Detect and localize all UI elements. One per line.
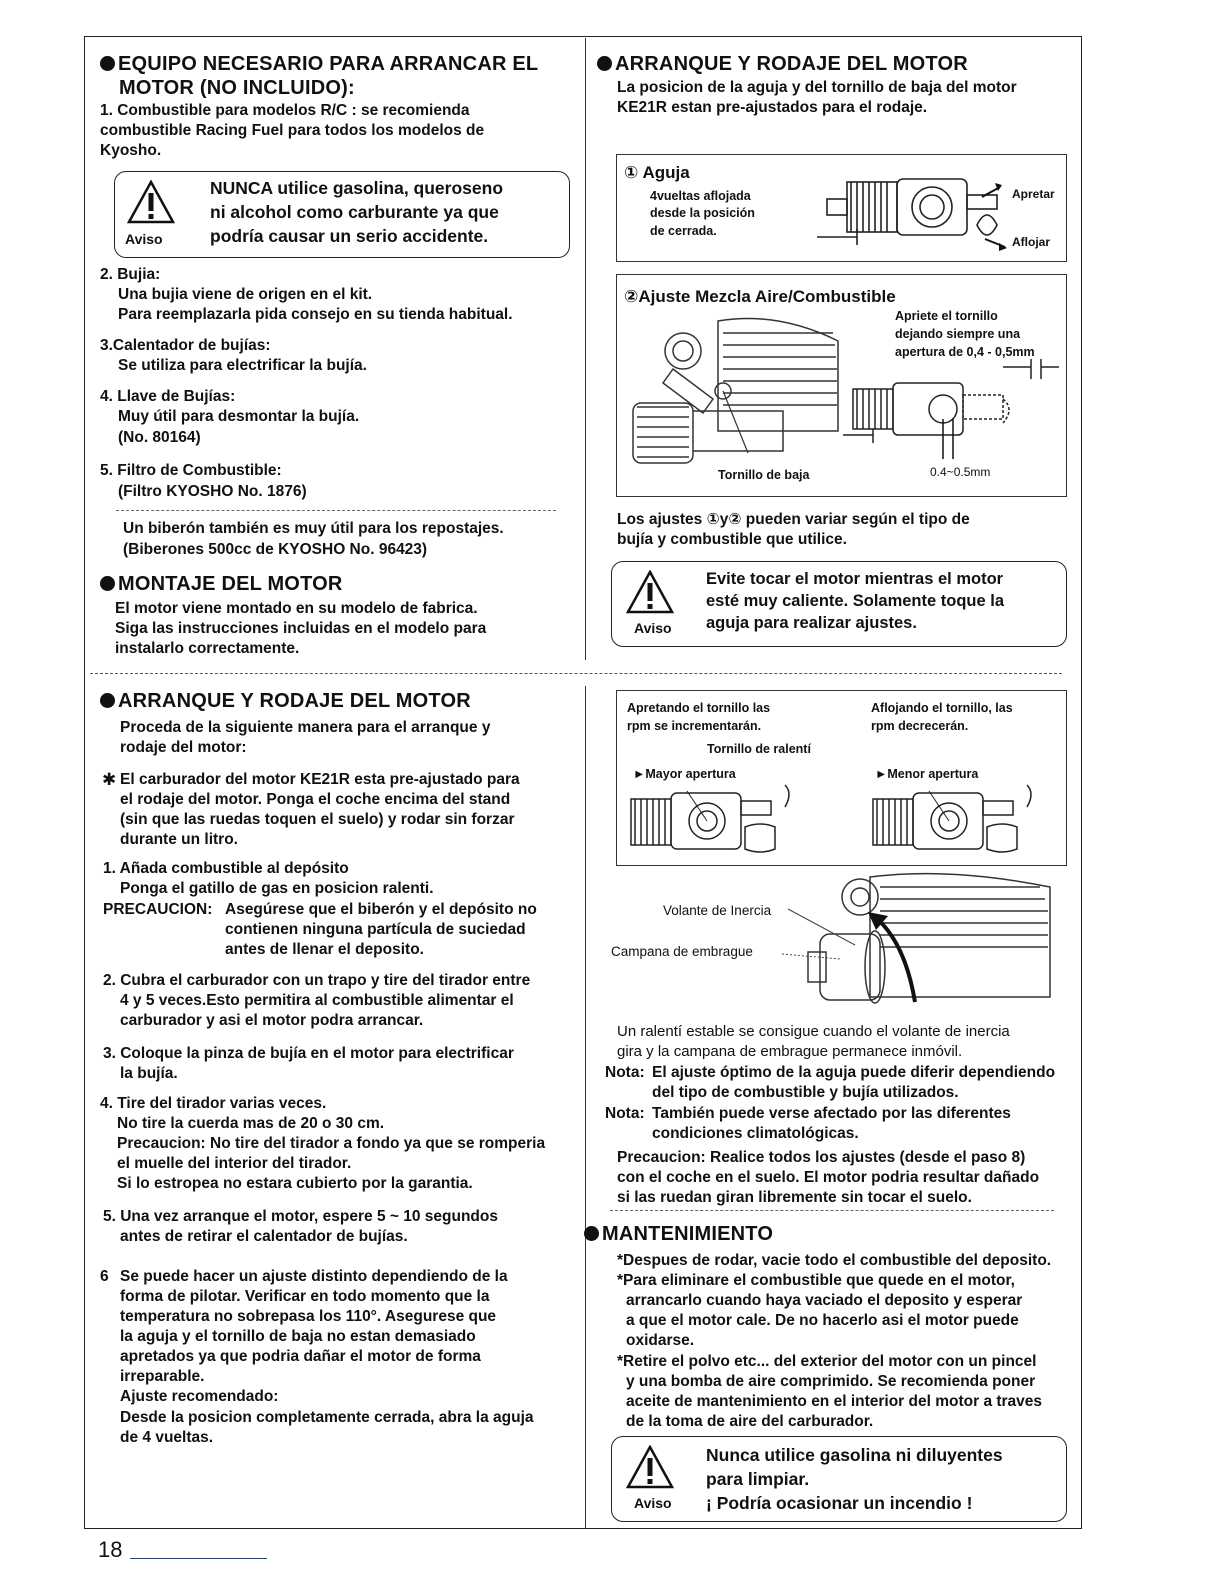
warning-box-hot (611, 561, 1067, 647)
mezcla-title: ②Ajuste Mezcla Aire/Combustible (624, 287, 896, 306)
step5-text: antes de retirar el calentador de bujías. (120, 1228, 408, 1245)
mantenimiento-text: aceite de mantenimiento en el interior del motor a traves (626, 1393, 1043, 1410)
montaje-heading: MONTAJE DEL MOTOR (100, 572, 343, 596)
step6-text: apretados ya que podria dañar el motor de forma (120, 1348, 481, 1365)
mantenimiento-text: oxidarse. (626, 1332, 695, 1349)
ralenti-text: rpm se incrementarán. (627, 719, 762, 733)
intro-text: Proceda de la siguiente manera para el arranque y (120, 719, 491, 736)
ajustes-text: bujía y combustible que utilice. (617, 531, 847, 548)
note-text: el rodaje del motor. Ponga el coche encima del stand (120, 791, 511, 808)
column-divider-bottom (585, 686, 586, 1528)
step6-text: la aguja y el tornillo de baja no estan demasiado (120, 1328, 476, 1345)
step1-text: 1. Añada combustible al depósito (103, 860, 349, 877)
warning-text: ni alcohol como carburante ya que (210, 202, 499, 222)
warning-text: ¡ Podría ocasionar un incendio ! (706, 1493, 973, 1513)
step6-text: irreparable. (120, 1368, 205, 1385)
mantenimiento-text: a que el motor cale. De no hacerlo asi el motor puede (626, 1312, 1019, 1329)
step2-text: carburador y asi el motor podra arrancar. (120, 1012, 424, 1029)
nota-label: Nota: (605, 1105, 645, 1122)
nota-text: condiciones climatológicas. (652, 1125, 859, 1142)
item1-text: combustible Racing Fuel para todos los modelos de (100, 122, 485, 139)
warning-text: Nunca utilice gasolina ni diluyentes (706, 1445, 1003, 1465)
precaucion-text: antes de llenar el deposito. (225, 941, 424, 958)
mantenimiento-text: arrancarlo cuando haya vaciado el deposito y esperar (626, 1292, 1023, 1309)
item4-title: 4. Llave de Bujías: (100, 388, 236, 405)
item2-title: 2. Bujia: (100, 266, 161, 283)
nota-text: El ajuste óptimo de la aguja puede diferir dependiendo (652, 1064, 1056, 1081)
section-divider (90, 673, 1062, 674)
warning-text: esté muy caliente. Solamente toque la (706, 592, 1005, 610)
montaje-text: instalarlo correctamente. (115, 640, 300, 657)
warning-box-clean (611, 1436, 1067, 1522)
gap-label: 0.4~0.5mm (930, 465, 991, 479)
aviso-label: Aviso (634, 1495, 672, 1511)
step2-text: 2. Cubra el carburador con un trapo y tire del tirador entre (103, 972, 531, 989)
page-number-underline (130, 1558, 267, 1559)
warning-triangle-icon (626, 1445, 674, 1489)
warning-text: Evite tocar el motor mientras el motor (706, 570, 1004, 588)
arranque-heading: ARRANQUE Y RODAJE DEL MOTOR (597, 52, 968, 76)
ralenti-desc: gira y la campana de embrague permanece inmóvil. (617, 1043, 963, 1060)
step6-number: 6 (100, 1268, 109, 1285)
column-divider-top (585, 38, 586, 660)
step6-text: de 4 vueltas. (120, 1429, 214, 1446)
precaucion-text: con el coche en el suelo. El motor podria resultar dañado (617, 1169, 1040, 1186)
mezcla-text: dejando siempre una (895, 327, 1021, 341)
warning-text: aguja para realizar ajustes. (706, 614, 917, 632)
nota-text: También puede verse afectado por las diferentes (652, 1105, 1011, 1122)
dashed-divider (116, 510, 556, 511)
volante-label: Volante de Inercia (663, 903, 772, 918)
carburetor-needle-illustration (817, 167, 1017, 257)
apretar-label: Apretar (1012, 187, 1055, 201)
menor-label: ►Menor apertura (875, 767, 979, 781)
precaucion-text: Asegúrese que el biberón y el depósito no (225, 901, 537, 918)
gap-illustration (843, 359, 1063, 459)
item5-text: (Filtro KYOSHO No. 1876) (118, 483, 307, 500)
bullet-icon (100, 693, 115, 708)
page-number: 18 (98, 1537, 123, 1562)
tornillo-ralenti-label: Tornillo de ralentí (707, 742, 811, 756)
precaucion-text: si las ruedan giran libremente sin tocar el suelo. (617, 1189, 972, 1206)
item2-text: Una bujia viene de origen en el kit. (118, 286, 373, 303)
intro-text: La posicion de la aguja y del tornillo de baja del motor (617, 79, 1017, 96)
nota-text: del tipo de combustible y bujía utilizados. (652, 1084, 959, 1101)
mantenimiento-text: *Para eliminare el combustible que quede en el motor, (617, 1272, 1015, 1289)
arrow-right-icon: ► (875, 767, 888, 781)
equipo-heading: EQUIPO NECESARIO PARA ARRANCAR EL (100, 52, 538, 76)
item1-text: Kyosho. (100, 142, 162, 159)
step6-text: forma de pilotar. Verificar en todo momento que la (120, 1288, 490, 1305)
mantenimiento-text: de la toma de aire del carburador. (626, 1413, 874, 1430)
step3-text: la bujía. (120, 1065, 178, 1082)
item4-text: (No. 80164) (118, 429, 201, 446)
item1-text: 1. Combustible para modelos R/C : se recomienda (100, 102, 470, 119)
warning-box-fuel (114, 171, 570, 258)
aflojar-label: Aflojar (1012, 235, 1051, 249)
ralenti-text: Aflojando el tornillo, las (871, 701, 1013, 715)
aviso-label: Aviso (634, 620, 672, 636)
leader-lines (780, 905, 890, 965)
warning-triangle-icon (626, 570, 674, 614)
mantenimiento-text: *Despues de rodar, vacie todo el combustible del deposito. (617, 1252, 1052, 1269)
carburetor-open-illustration (625, 781, 815, 861)
mezcla-text: apertura de 0,4 - 0,5mm (895, 345, 1035, 359)
arrow-right-icon: ► (633, 767, 646, 781)
biberon-text: Un biberón también es muy útil para los repostajes. (123, 520, 504, 537)
ralenti-box (616, 690, 1067, 866)
step3-text: 3. Coloque la pinza de bujía en el motor para electrificar (103, 1045, 514, 1062)
aguja-box (616, 154, 1067, 262)
warning-triangle-icon (127, 180, 175, 224)
nota-label: Nota: (605, 1064, 645, 1081)
step6-text: Ajuste recomendado: (120, 1388, 279, 1405)
carburetor-closed-illustration (867, 781, 1057, 861)
warning-text: NUNCA utilice gasolina, queroseno (210, 178, 504, 198)
biberon-text: (Biberones 500cc de KYOSHO No. 96423) (123, 541, 428, 558)
montaje-text: Siga las instrucciones incluidas en el modelo para (115, 620, 487, 637)
aguja-text: desde la posición (650, 206, 755, 220)
precaucion-text: contienen ninguna partícula de suciedad (225, 921, 526, 938)
aguja-text: de cerrada. (650, 224, 717, 238)
ralenti-text: Apretando el tornillo las (627, 701, 771, 715)
asterisk-icon: ✱ (102, 770, 117, 789)
aguja-title: ① Aguja (624, 163, 690, 182)
ajustes-text: Los ajustes ①y② pueden variar según el tipo de (617, 511, 970, 528)
dashed-divider (610, 1210, 1054, 1211)
step6-text: Desde la posicion completamente cerrada, abra la aguja (120, 1409, 534, 1426)
mantenimiento-text: *Retire el polvo etc... del exterior del motor con un pincel (617, 1353, 1037, 1370)
mezcla-box (616, 274, 1067, 497)
warning-text: podría causar un serio accidente. (210, 226, 489, 246)
equipo-heading-2: MOTOR (NO INCLUIDO): (119, 77, 355, 99)
montaje-text: El motor viene montado en su modelo de fabrica. (115, 600, 478, 617)
step6-text: temperatura no sobrepasa los 110°. Asegurese que (120, 1308, 497, 1325)
step4-text: No tire la cuerda mas de 20 o 30 cm. (117, 1115, 385, 1132)
step1-text: Ponga el gatillo de gas en posicion ralenti. (120, 880, 434, 897)
step4-text: Si lo estropea no estara cubierto por la garantia. (117, 1175, 473, 1192)
precaucion-text: Precaucion: Realice todos los ajustes (desde el paso 8) (617, 1149, 1026, 1166)
step4-text: Precaucion: No tire del tirador a fondo ya que se romperia (117, 1135, 546, 1152)
note-text: durante un litro. (120, 831, 238, 848)
note-text: (sin que las ruedas toquen el suelo) y rodar sin forzar (120, 811, 515, 828)
step4-text: el muelle del interior del tirador. (117, 1155, 352, 1172)
bullet-icon (100, 576, 115, 591)
step5-text: 5. Una vez arranque el motor, espere 5 ~ 10 segundos (103, 1208, 498, 1225)
mezcla-text: Apriete el tornillo (895, 309, 998, 323)
ralenti-desc: Un ralentí estable se consigue cuando el volante de inercia (617, 1023, 1010, 1040)
item3-title: 3.Calentador de bujías: (100, 337, 271, 354)
intro-text: KE21R estan pre-ajustados para el rodaje. (617, 99, 928, 116)
mayor-label: ►Mayor apertura (633, 767, 736, 781)
item2-text: Para reemplazarla pida consejo en su tienda habitual. (118, 306, 513, 323)
intro-text: rodaje del motor: (120, 739, 247, 756)
step2-text: 4 y 5 veces.Esto permitira al combustible alimentar el (120, 992, 514, 1009)
arranque-heading-2: ARRANQUE Y RODAJE DEL MOTOR (100, 689, 471, 713)
item5-title: 5. Filtro de Combustible: (100, 462, 282, 479)
aguja-text: 4vueltas aflojada (650, 189, 751, 203)
step4-text: 4. Tire del tirador varias veces. (100, 1095, 327, 1112)
step6-text: Se puede hacer un ajuste distinto dependiendo de la (120, 1268, 508, 1285)
item4-text: Muy útil para desmontar la bujía. (118, 408, 360, 425)
mantenimiento-heading: MANTENIMIENTO (584, 1222, 773, 1246)
bullet-icon (100, 56, 115, 71)
precaucion-label: PRECAUCION: (103, 901, 213, 918)
ralenti-text: rpm decrecerán. (871, 719, 969, 733)
warning-text: para limpiar. (706, 1469, 810, 1489)
aviso-label: Aviso (125, 231, 163, 247)
item3-text: Se utiliza para electrificar la bujía. (118, 357, 367, 374)
bullet-icon (597, 56, 612, 71)
note-text: El carburador del motor KE21R esta pre-ajustado para (120, 771, 520, 788)
tornillo-baja-label: Tornillo de baja (718, 468, 810, 482)
bullet-icon (584, 1226, 599, 1241)
campana-label: Campana de embrague (611, 944, 753, 959)
mantenimiento-text: y una bomba de aire comprimido. Se recomienda poner (626, 1373, 1036, 1390)
